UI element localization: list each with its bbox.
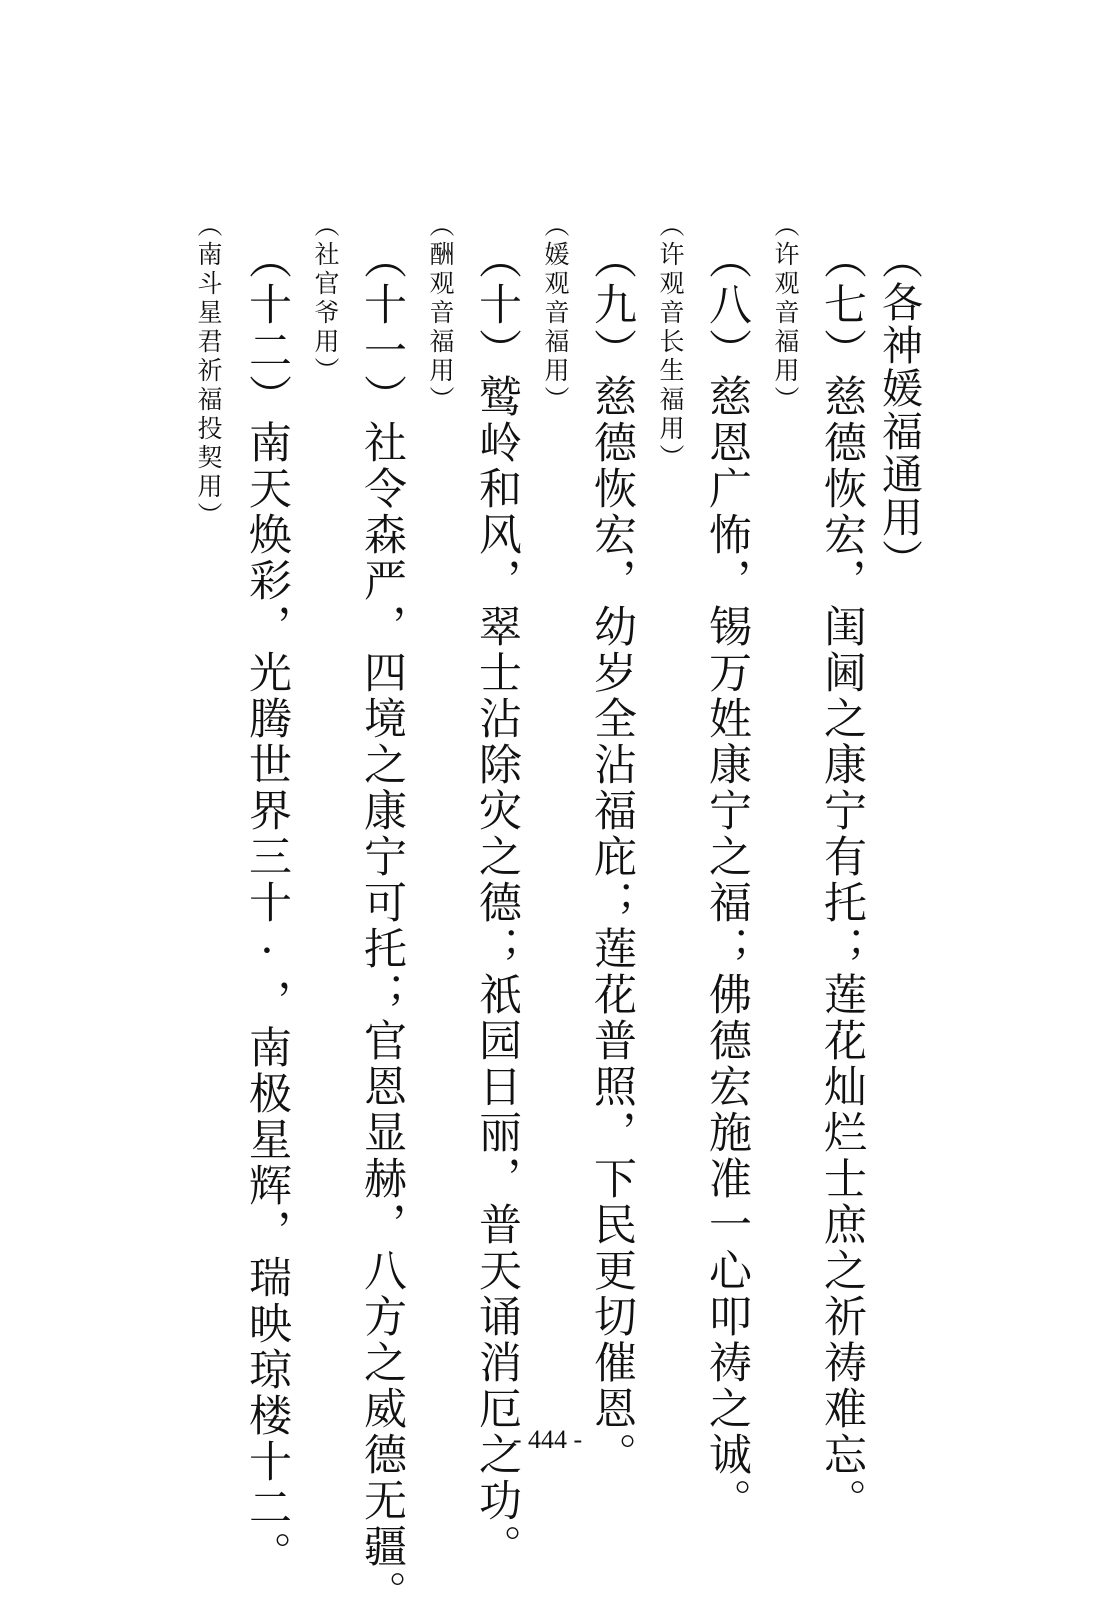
section-heading: （各神媛福通用）: [875, 238, 923, 582]
entry-10-note: （酬观音福用）: [426, 212, 455, 415]
entry-11-body: 社令森严，四境之康宁可托；官恩显赫，八方之威德无疆。: [357, 420, 407, 1616]
entry-7-note: （许观音福用）: [771, 212, 800, 415]
entry-11-text: [359, 236, 405, 1616]
entry-9-body: 慈德恢宏，幼岁全沾福庇；莲花普照，下民更切催恩。: [587, 374, 637, 1478]
entry-7-number: （七）: [817, 236, 867, 374]
entry-8-body: 慈恩广怖，锡万姓康宁之福；佛德宏施准一心叩祷之诚。: [702, 374, 752, 1524]
entry-8-note: （许观音长生福用）: [656, 212, 685, 473]
entry-11-note: （社官爷用）: [311, 212, 340, 386]
entry-12-text: [244, 236, 290, 1577]
entry-11-number: （十一）: [357, 236, 407, 420]
entry-10-body: 鹫岭和风，翠士沾除灾之德；祇园日丽，普天诵消厄之功。: [472, 374, 522, 1570]
entry-8-text: [704, 236, 750, 1524]
entry-10-number: （十）: [472, 236, 522, 374]
entry-7-text: [819, 236, 865, 1524]
entry-9-number: （九）: [587, 236, 637, 374]
entry-9-text: [589, 236, 635, 1478]
entry-9-note: （媛观音福用）: [541, 212, 570, 415]
entry-10-text: [474, 236, 520, 1570]
page-number: - 444 -: [512, 1425, 583, 1454]
entry-12-number: （十二）: [242, 236, 292, 420]
entry-7-body: 慈德恢宏，闺阃之康宁有托；莲花灿烂士庶之祈祷难忘。: [817, 374, 867, 1524]
entry-8-number: （八）: [702, 236, 752, 374]
entry-12-note: （南斗星君祈福投契用）: [194, 212, 223, 531]
entry-12-body: 南天焕彩，光腾世界三十·，南极星辉，瑞映琼楼十二。: [242, 420, 292, 1577]
